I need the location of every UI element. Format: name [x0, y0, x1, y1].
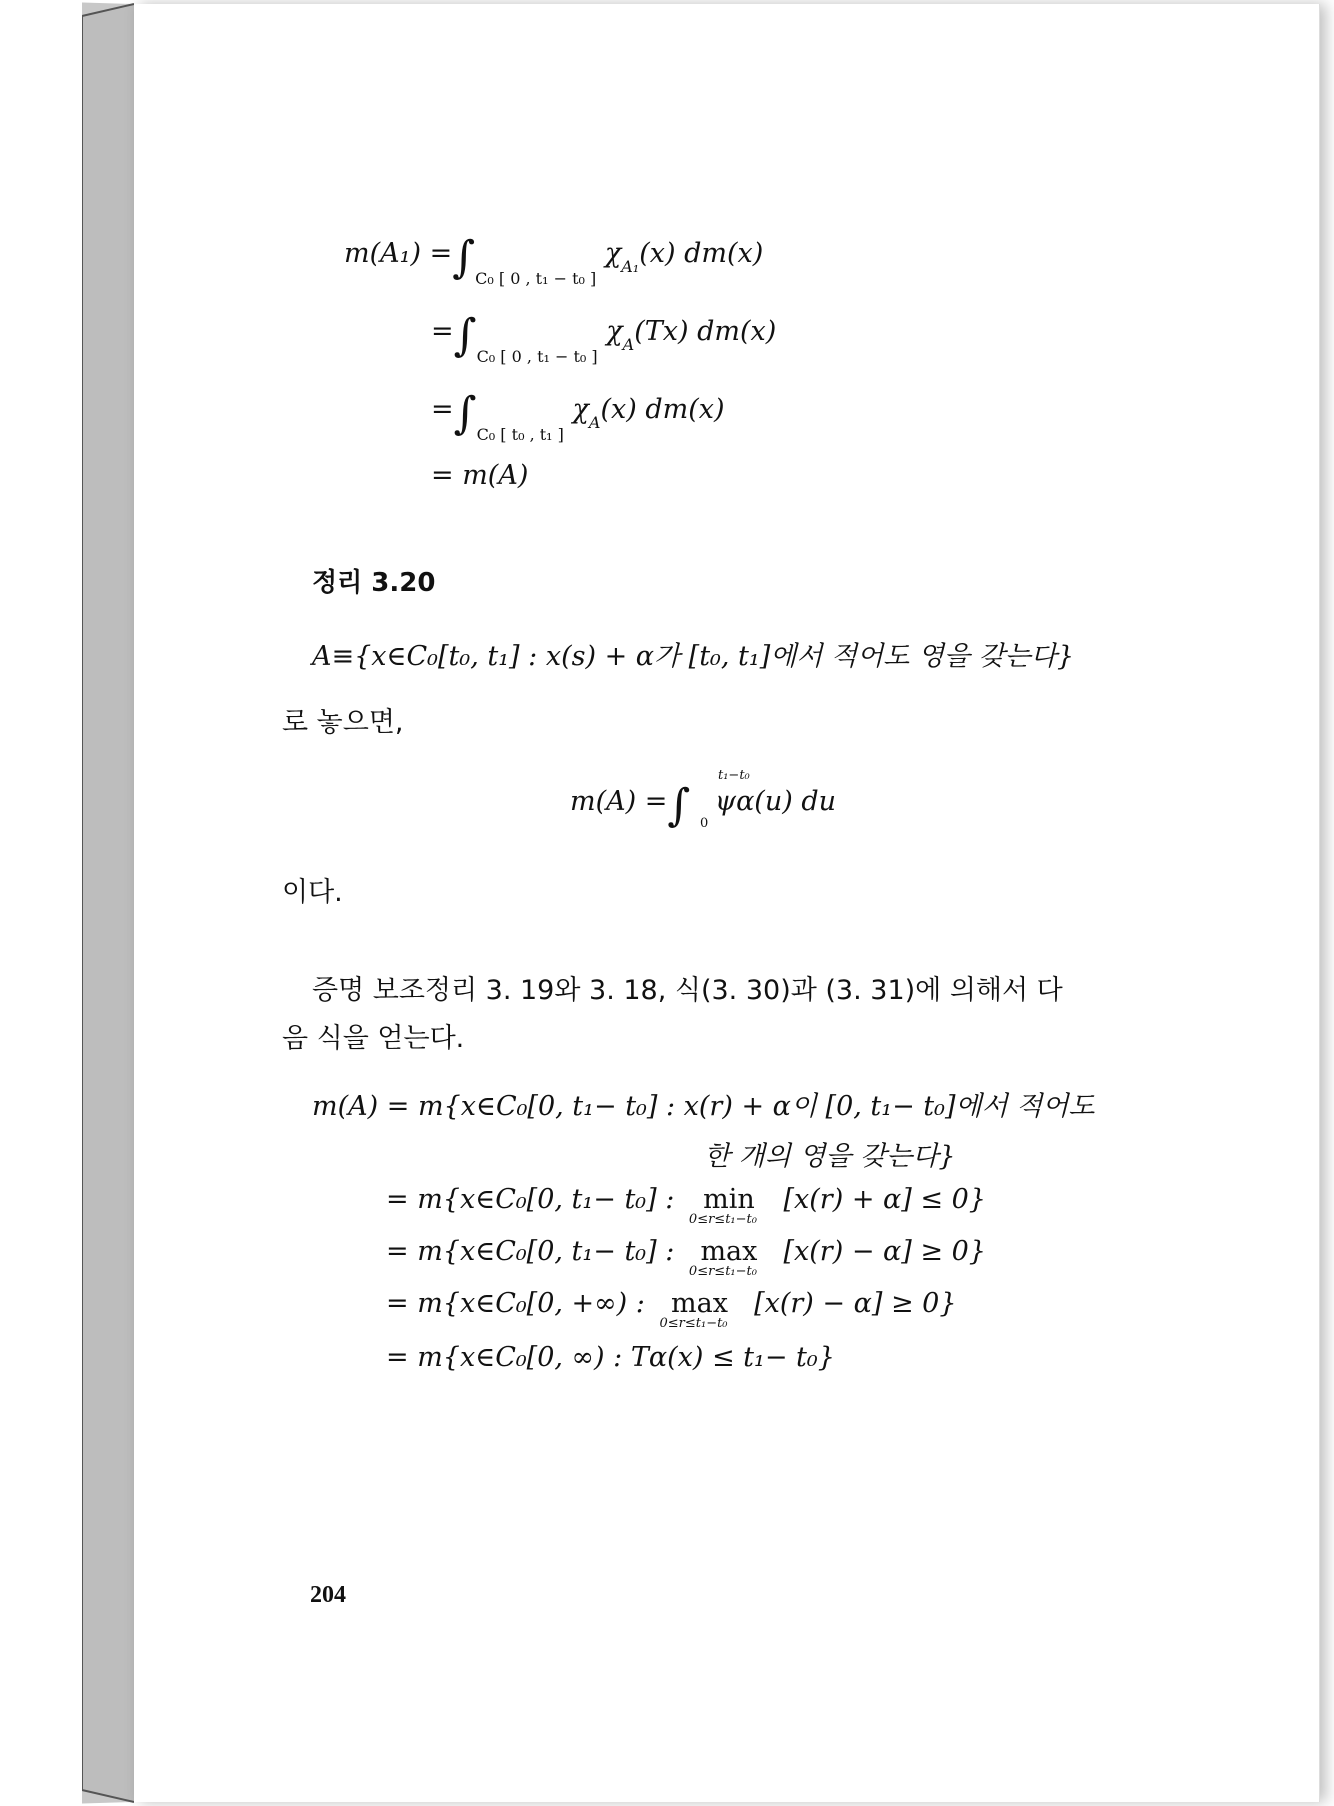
proof-eq2: = m{x∈C₀[0, t₁− t₀] : min 0≤r≤t₁−t₀ [x(r) + α] ≤ 0}: [386, 1184, 986, 1227]
eq-block1-line1: $m(A_1) =\int_{C_0 [ 0 , t_1 - t_0 ]}$ $\chi_{A_1}(x)$ dm(x): [344, 232, 764, 288]
integral-lower-limit: 0: [700, 816, 709, 831]
theorem-statement-cont: 로 놓으면,: [282, 707, 404, 738]
integral-upper-limit: t₁−t₀: [718, 768, 750, 783]
proof-eq1-cont: 한 개의 영을 갖는다}: [704, 1141, 956, 1172]
eq-block1-line4: = m(A): [431, 460, 529, 491]
proof-eq5: = m{x∈C₀[0, ∞) : Tα(x) ≤ t₁− t₀}: [386, 1342, 835, 1373]
book-page: [134, 4, 1320, 1802]
page-number: 204: [310, 1582, 346, 1608]
theorem-equation: m(A) =∫ t₁−t₀ 0 ψα(u) du: [570, 768, 837, 831]
theorem-closing: 이다.: [282, 877, 343, 908]
eq-block1-line2: $=\int_{C_0 [ 0 , t_1 - t_0 ]}$ $\chi_A(Tx)$ dm(x): [431, 310, 777, 366]
proof-eq3: = m{x∈C₀[0, t₁− t₀] : max 0≤r≤t₁−t₀ [x(r) − α] ≥ 0}: [386, 1236, 986, 1279]
proof-eq4: = m{x∈C₀[0, +∞) : max 0≤r≤t₁−t₀ [x(r) − α] ≥ 0}: [386, 1288, 957, 1331]
eq-block1-line3: $=\int_{C_0 [ t_0 , t_1 ]}$ $\chi_A(x)$ dm(x): [431, 388, 725, 444]
proof-line2: 음 식을 얻는다.: [282, 1023, 465, 1054]
proof-eq1: m(A) = m{x∈C₀[0, t₁− t₀] : x(r) + α이 [0, t₁− t₀]에서 적어도: [312, 1091, 1095, 1122]
theorem-title: 정리 3.20: [312, 568, 436, 598]
proof-line1: 증명 보조정리 3. 19와 3. 18, 식(3. 30)과 (3. 31)에 의해서 다: [312, 975, 1063, 1006]
theorem-statement: A≡{x∈C₀[t₀, t₁] : x(s) + α가 [t₀, t₁]에서 적어도 영을 갖는다}: [312, 641, 1074, 672]
